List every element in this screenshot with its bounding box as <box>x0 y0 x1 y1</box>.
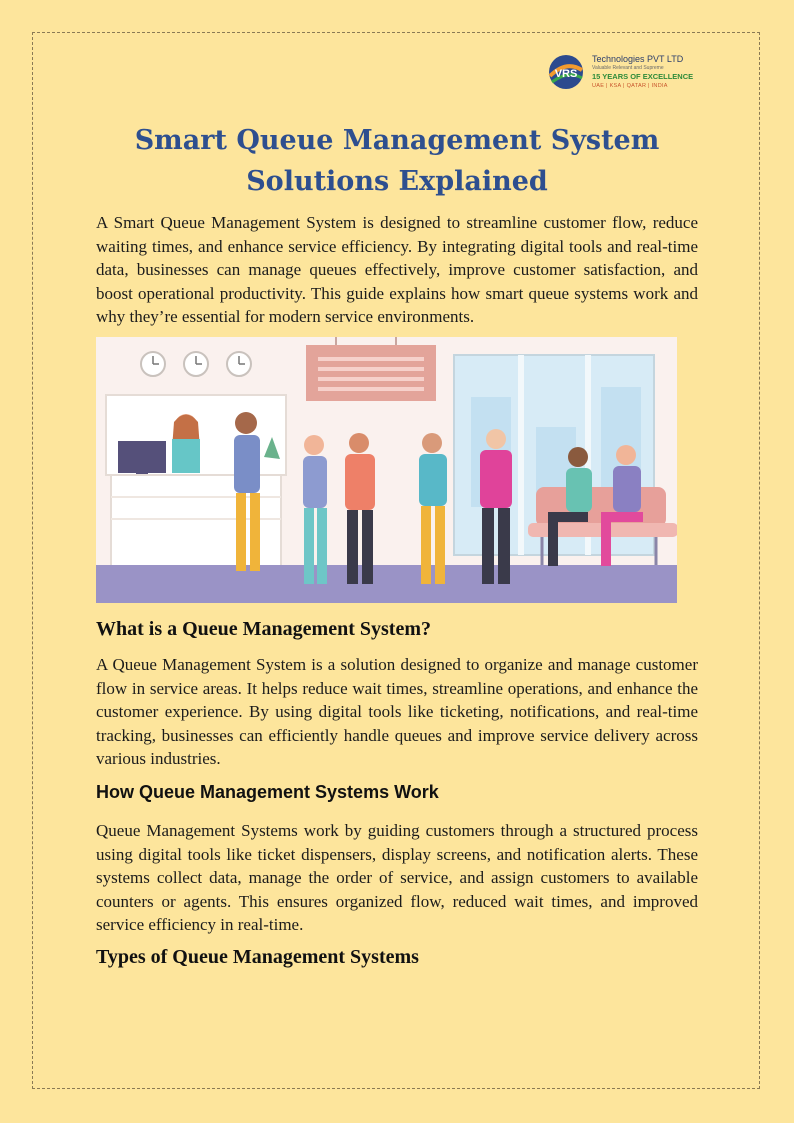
page-title: Smart Queue Management System Solutions Explained <box>134 125 660 197</box>
section-heading-what-is-qms: What is a Queue Management System? <box>96 618 431 640</box>
wall-clocks-icon <box>141 352 251 376</box>
logo-tagline: Valuable Relevant and Supreme <box>592 65 664 71</box>
floor-icon <box>96 565 677 603</box>
display-board-icon <box>306 337 436 401</box>
logo-company: Technologies PVT LTD <box>592 54 684 64</box>
queue-illustration <box>96 337 677 603</box>
company-logo <box>546 52 706 98</box>
section-body-how-qms-works: Queue Management Systems work by guiding customers through a structured process using digital tools like ticket dispensers, display screens, and notification alerts. These systems collect data, manage the order of service, and assign customers to available counters or agents. This ensures organized flow, reduced wait times, and improved service efficiency in real-time. <box>96 821 698 934</box>
section-heading-types-of-qms: Types of Queue Management Systems <box>96 946 419 968</box>
logo-mark-text: VRS <box>554 68 578 80</box>
logo-regions: UAE | KSA | QATAR | INDIA <box>592 83 668 89</box>
section-body-what-is-qms: A Queue Management System is a solution designed to organize and manage customer flow in service areas. It helps reduce wait times, streamline operations, and enhance the customer experience. By using digital tools like ticketing, notifications, and real-time tracking, businesses can efficiently handle queues and improve service delivery across various industries. <box>96 655 698 768</box>
section-heading-how-qms-works: How Queue Management Systems Work <box>96 782 439 802</box>
logo-text-block <box>592 54 693 89</box>
logo-years: 15 YEARS OF EXCELLENCE <box>592 72 694 81</box>
vrs-logo-icon <box>546 52 586 92</box>
intro-paragraph: A Smart Queue Management System is designed to streamline customer flow, reduce waiting times, and enhance service efficiency. By integrating digital tools and real-time data, businesses can manage queues effectively, improve customer satisfaction, and boost operational productivity. This guide explains how smart queue systems work and why they’re essential for modern service environments. <box>96 213 698 326</box>
